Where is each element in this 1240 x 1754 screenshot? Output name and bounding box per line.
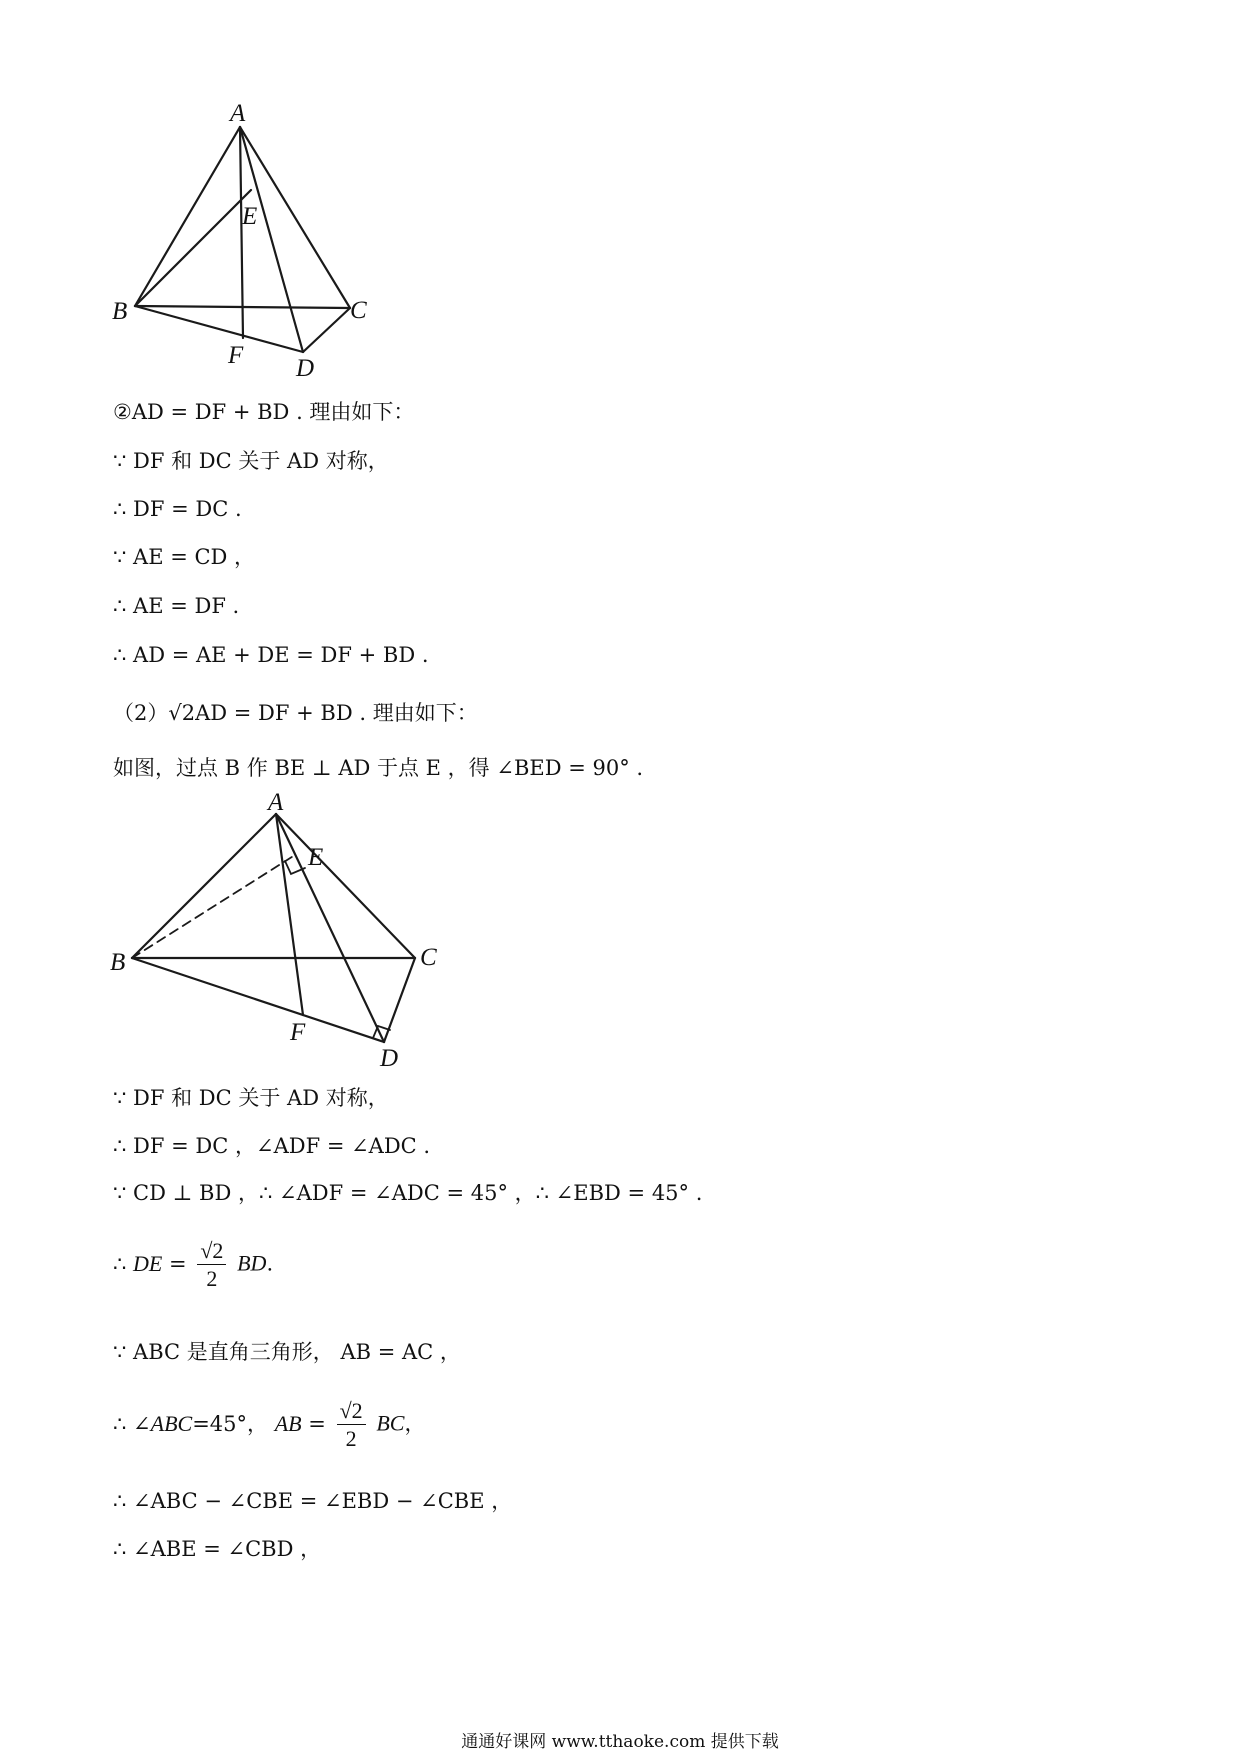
figure-1	[0, 0, 420, 390]
fraction-sqrt2-over-2	[197, 1240, 226, 1290]
proof-line-3: ∴ DF = DC .	[113, 497, 242, 521]
label-b: B	[112, 298, 128, 325]
segment-cd	[303, 308, 350, 352]
label-d: D	[380, 1045, 399, 1072]
proof-line-7: （2）√2AD = DF + BD . 理由如下：	[113, 701, 478, 725]
proof-line-4: ∵ AE = CD ，	[113, 545, 256, 569]
fraction-sqrt2-over-2-b	[337, 1400, 366, 1450]
proof-line-5: ∴ AE = DF .	[113, 594, 240, 618]
proof-line-2: ∵ DF 和 DC 关于 AD 对称，	[113, 449, 389, 473]
label-a: A	[268, 789, 284, 816]
proof-line-1: ②AD = DF + BD . 理由如下：	[113, 400, 415, 424]
abc-angle-prefix: ∴ ∠ABC=45°， AB =	[113, 1410, 326, 1436]
page-footer: 通通好课网 www.tthaoke.com 提供下载	[461, 1732, 779, 1752]
proof-line-11: ∵ CD ⊥ BD ，∴ ∠ADF = ∠ADC = 45° ，∴ ∠EBD = 45° .	[113, 1181, 703, 1205]
label-c: C	[350, 297, 367, 324]
segment-ab	[132, 814, 276, 958]
figure-2-svg	[0, 790, 470, 1090]
proof-line-16: ∴ ∠ABE = ∠CBD ，	[113, 1537, 322, 1561]
de-prefix: ∴ DE =	[113, 1250, 187, 1276]
proof-line-15: ∴ ∠ABC − ∠CBE = ∠EBD − ∠CBE ，	[113, 1489, 513, 1513]
label-e: E	[242, 203, 258, 230]
fraction-numerator: √2	[197, 1240, 226, 1265]
fraction-denominator: 2	[206, 1266, 218, 1291]
segment-ac	[276, 814, 415, 958]
segment-bd	[135, 306, 303, 352]
proof-line-6: ∴ AD = AE + DE = DF + BD .	[113, 643, 429, 667]
label-c: C	[420, 944, 437, 971]
label-f: F	[228, 342, 244, 369]
de-suffix: BD	[237, 1250, 267, 1276]
proof-line-10: ∴ DF = DC ，∠ADF = ∠ADC .	[113, 1134, 431, 1158]
label-f: F	[290, 1019, 306, 1046]
proof-line-13: ∵ ABC 是直角三角形， AB = AC ，	[113, 1340, 461, 1364]
proof-line-9: ∵ DF 和 DC 关于 AD 对称，	[113, 1086, 389, 1110]
figure-1-svg	[0, 0, 420, 390]
fraction-numerator: √2	[337, 1400, 366, 1425]
proof-line-8: 如图，过点 B 作 BE ⊥ AD 于点 E ，得 ∠BED = 90° .	[113, 756, 644, 780]
segment-ad	[240, 127, 303, 352]
label-e: E	[308, 844, 324, 871]
segment-be-dashed	[132, 855, 295, 958]
label-b: B	[110, 949, 126, 976]
fraction-denominator: 2	[345, 1426, 357, 1451]
segment-bd	[132, 958, 384, 1042]
label-a: A	[230, 100, 246, 127]
proof-line-14: ∴ ∠ABC=45°， AB = $\frac{√2}{2}$ BC，	[113, 1398, 426, 1451]
label-d: D	[296, 355, 315, 382]
bc-suffix: BC	[376, 1410, 405, 1436]
proof-line-12: ∴ DE = $\frac{√2}{2}$ BD.	[113, 1238, 274, 1291]
figure-2	[0, 790, 470, 1090]
